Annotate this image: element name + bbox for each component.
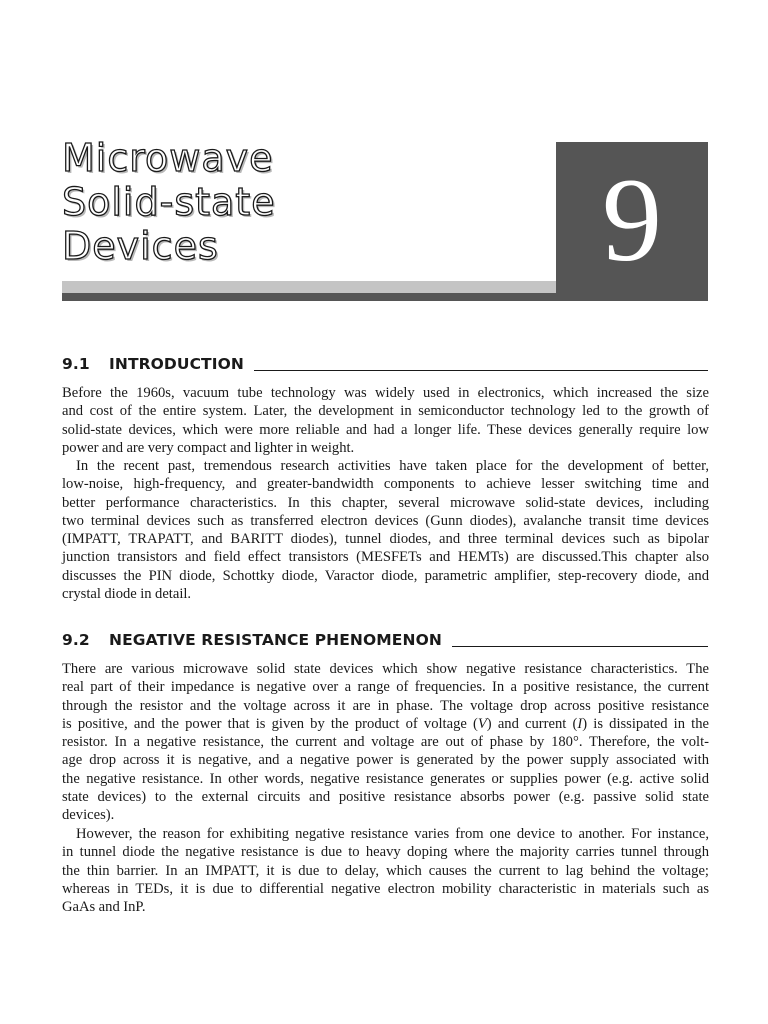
text-line: devices). <box>62 807 115 824</box>
text-line: GaAs and InP. <box>62 899 146 916</box>
text-line: whereas in TEDs, it is due to differential negative electron mobility characteristic in materials such as <box>62 880 709 897</box>
text-line: junction transistors and field effect transistors (MESFETs and HEMTs) are discussed.This chapter also <box>62 549 709 566</box>
section-heading-introduction <box>62 354 708 374</box>
text-line: better performance characteristics. In this chapter, several microwave solid-state devices, including <box>62 494 709 511</box>
chapter-title-line-1: Microwave <box>62 136 274 180</box>
text-line: the negative resistance. In other words, negative resistance generates or supplies power (e.g. active solid <box>62 770 709 787</box>
section-heading-negative-resistance <box>62 630 708 650</box>
text-line: However, the reason for exhibiting negative resistance varies from one device to another. For instance, <box>76 826 709 842</box>
text-line: age drop across it is negative, and a negative power is generated by the power supply associated with <box>62 752 709 769</box>
text-line: and cost of the entire system. Later, the development in semiconductor technology led to the growth of <box>62 403 709 420</box>
section-number: 9.2 <box>62 631 90 649</box>
section-rule <box>254 370 708 371</box>
section-title: INTRODUCTION <box>109 355 244 373</box>
text-line: (IMPATT, TRAPATT, and BARITT diodes), tunnel diodes, and three terminal devices such as bipolar <box>62 531 709 548</box>
text-line: crystal diode in detail. <box>62 586 192 603</box>
chapter-number-box <box>556 142 708 301</box>
text-line: low-noise, high-frequency, and greater-bandwidth components to achieve lesser switching time and <box>62 476 709 493</box>
text-line: the thin barrier. In an IMPATT, it is due to delay, which causes the current to lag behind the voltage; <box>62 862 709 879</box>
paragraph-negres-1 <box>62 660 709 825</box>
title-underline-light <box>62 281 556 293</box>
section-number: 9.1 <box>62 355 90 373</box>
paragraph-intro-1 <box>62 384 709 457</box>
text-line: real part of their impedance is negative over a range of frequencies. In a positive resistance, the current <box>62 679 709 696</box>
text-line: solid-state devices, which were more reliable and had a longer life. These devices generally require low <box>62 421 709 438</box>
text-line: in tunnel diode the negative resistance is due to heavy doping where the majority carries tunnel through <box>62 844 709 861</box>
paragraph-intro-2 <box>62 457 709 603</box>
section-title: NEGATIVE RESISTANCE PHENOMENON <box>109 631 442 649</box>
text-line: through the resistor and the voltage across it are in phase. The voltage drop across positive resistance <box>62 697 709 714</box>
paragraph-negres-2 <box>62 825 709 916</box>
text-line: Before the 1960s, vacuum tube technology was widely used in electronics, which increased the size <box>62 385 709 401</box>
text-line: discusses the PIN diode, Schottky diode, Varactor diode, parametric amplifier, step-recovery diode, and <box>62 567 709 584</box>
chapter-number: 9 <box>602 153 662 286</box>
text-line: There are various microwave solid state devices which show negative resistance characteristics. The <box>62 661 709 677</box>
chapter-title-line-3: Devices <box>62 224 219 268</box>
text-line: two terminal devices such as transferred electron devices (Gunn diodes), avalanche transit time devices <box>62 512 709 529</box>
text-line: In the recent past, tremendous research activities have taken place for the development of better, <box>76 458 709 474</box>
text-line: is positive, and the power that is given by the product of voltage (V) and current (I) is dissipated in the <box>62 715 709 732</box>
text-line: power and are very compact and lighter in weight. <box>62 439 355 456</box>
text-line: state devices) to the external circuits and positive resistance absorbs power (e.g. passive solid state <box>62 789 709 806</box>
chapter-title-line-2: Solid-state <box>62 180 276 224</box>
section-rule <box>452 646 708 647</box>
text-line: resistor. In a negative resistance, the current and voltage are out of phase by 180°. Therefore, the volt- <box>62 734 709 751</box>
